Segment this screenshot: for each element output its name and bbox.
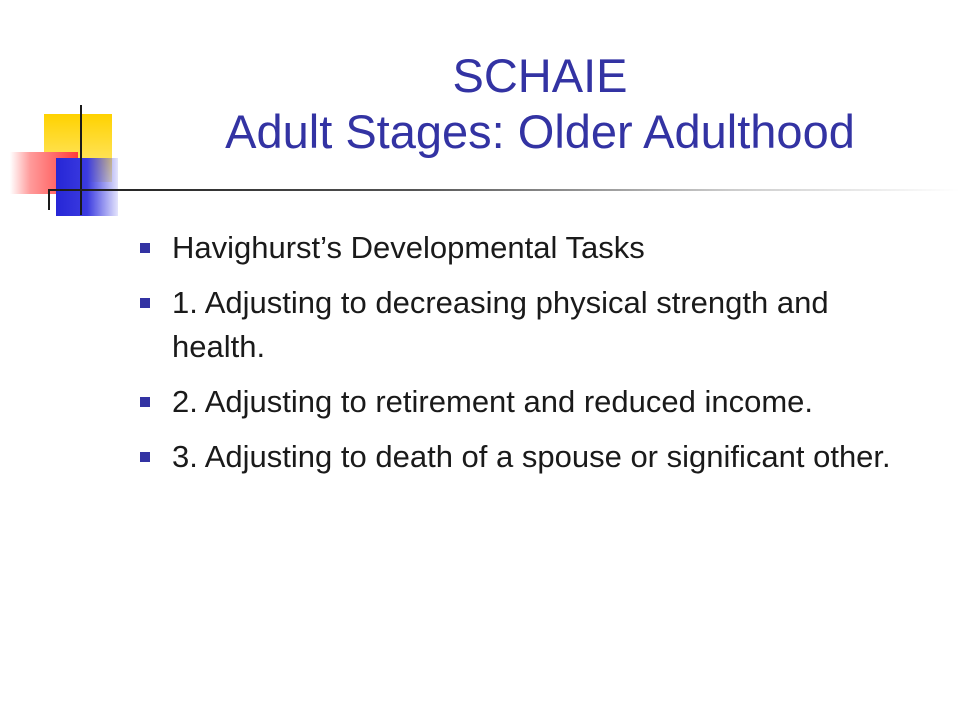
title-divider — [48, 189, 960, 191]
square-bullet-icon — [140, 452, 150, 462]
title-line-1: SCHAIE — [452, 49, 628, 102]
slide-title — [140, 48, 940, 160]
blue-square-shape — [56, 158, 118, 216]
square-bullet-icon — [140, 397, 150, 407]
bullet-text: 2. Adjusting to retirement and reduced income. — [172, 384, 814, 419]
decorative-logo — [0, 0, 140, 230]
bullet-item — [136, 281, 926, 369]
bullet-text: Havighurst’s Developmental Tasks — [172, 230, 645, 265]
vertical-line-shape — [80, 105, 82, 215]
bullet-text: 3. Adjusting to death of a spouse or significant other. — [172, 439, 891, 474]
bullet-item — [136, 435, 926, 479]
bullet-item — [136, 226, 926, 270]
square-bullet-icon — [140, 298, 150, 308]
square-bullet-icon — [140, 243, 150, 253]
short-line-shape — [48, 190, 50, 210]
bullet-text: 1. Adjusting to decreasing physical strength and health. — [172, 285, 829, 364]
bullet-list — [136, 226, 926, 490]
title-line-2: Adult Stages: Older Adulthood — [225, 105, 855, 158]
bullet-item — [136, 380, 926, 424]
